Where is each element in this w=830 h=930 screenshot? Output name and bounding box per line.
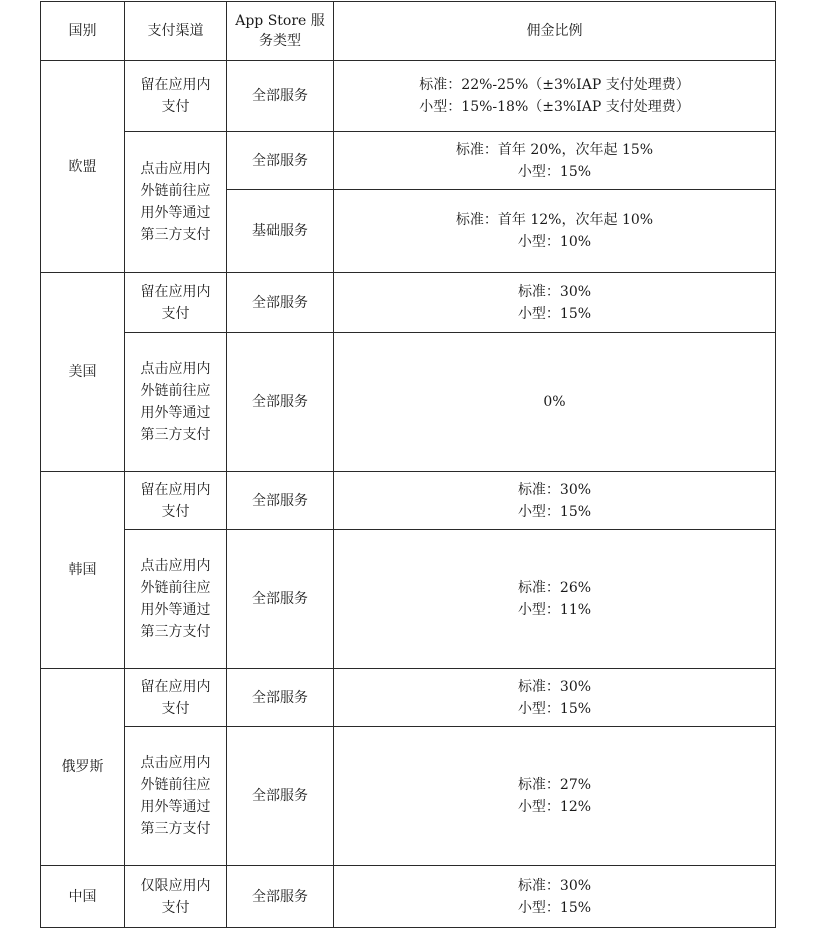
channel-line: 点击应用内: [140, 161, 211, 177]
channel-cell: [125, 61, 227, 132]
rate-cell: [334, 727, 776, 866]
table-row: [41, 61, 776, 132]
header-country: [41, 2, 125, 61]
rate-cell: [334, 132, 776, 190]
rate-line: 小型：15%-18%（±3%IAP 支付处理费）: [419, 99, 690, 115]
service-label: 全部服务: [252, 591, 308, 607]
service-label: 全部服务: [252, 152, 308, 169]
header-rate: [334, 2, 776, 61]
service-cell: [227, 727, 334, 866]
service-cell: [227, 530, 334, 669]
rate-line: 标准：22%-25%（±3%IAP 支付处理费）: [419, 77, 690, 93]
channel-line: 第三方支付: [140, 427, 211, 443]
service-cell: [227, 273, 334, 333]
header-channel-label: 支付渠道: [147, 23, 204, 39]
channel-line: 支付: [161, 305, 190, 322]
rate-cell: [334, 273, 776, 333]
rate-cell: [334, 190, 776, 273]
table-row: [41, 273, 776, 333]
rate-line: 小型：15%: [517, 700, 592, 717]
rate-line: 小型：15%: [517, 503, 592, 520]
rate-cell: [334, 472, 776, 530]
header-row: [41, 2, 776, 61]
rate-line: 小型：11%: [517, 602, 592, 618]
header-channel: [125, 2, 227, 61]
channel-line: 留在应用内: [140, 481, 211, 498]
channel-line: 外链前往应: [140, 777, 211, 793]
table-row: [41, 333, 776, 472]
country-cell: [41, 669, 125, 866]
rate-cell: [334, 333, 776, 472]
channel-cell: [125, 530, 227, 669]
table-row: [41, 472, 776, 530]
channel-cell: [125, 727, 227, 866]
channel-cell: [125, 273, 227, 333]
channel-line: 外链前往应: [140, 580, 211, 596]
rate-line: 小型：12%: [517, 799, 592, 815]
rate-line: 标准：首年 20%，次年起 15%: [455, 141, 654, 158]
rate-cell: [334, 669, 776, 727]
header-service-type-line: 务类型: [259, 33, 301, 49]
rate-line: 小型：15%: [517, 899, 592, 916]
channel-cell: [125, 132, 227, 273]
channel-cell: [125, 472, 227, 530]
country-cell: [41, 866, 125, 928]
channel-line: 支付: [161, 503, 190, 520]
header-rate-label: 佣金比例: [526, 23, 583, 39]
country-label: 俄罗斯: [61, 759, 104, 775]
country-label: 韩国: [68, 562, 97, 578]
channel-line: 外链前往应: [140, 183, 211, 199]
rate-cell: [334, 866, 776, 928]
service-cell: [227, 333, 334, 472]
country-cell: [41, 61, 125, 273]
header-service-type: [227, 2, 334, 61]
rate-line: 小型：15%: [517, 163, 592, 180]
channel-line: 留在应用内: [140, 678, 211, 695]
country-label: 中国: [68, 888, 97, 905]
channel-line: 用外等通过: [140, 405, 211, 421]
channel-line: 第三方支付: [140, 227, 211, 243]
channel-cell: [125, 333, 227, 472]
table-row: [41, 669, 776, 727]
rate-line: 标准：30%: [517, 877, 592, 894]
header-service-type-line: App Store 服: [235, 13, 325, 29]
channel-line: 支付: [161, 899, 190, 916]
service-cell: [227, 472, 334, 530]
service-label: 全部服务: [252, 788, 308, 804]
rate-line: 0%: [543, 394, 566, 410]
channel-line: 点击应用内: [140, 361, 211, 377]
channel-line: 第三方支付: [140, 624, 211, 640]
channel-line: 外链前往应: [140, 383, 211, 399]
channel-line: 支付: [161, 99, 190, 115]
service-label: 全部服务: [252, 888, 308, 905]
channel-line: 点击应用内: [140, 755, 211, 771]
rate-line: 小型：15%: [517, 305, 592, 322]
rate-line: 标准：27%: [517, 777, 592, 793]
table-row: [41, 132, 776, 190]
service-cell: [227, 866, 334, 928]
country-cell: [41, 273, 125, 472]
channel-line: 点击应用内: [140, 558, 211, 574]
service-label: 全部服务: [252, 294, 308, 311]
rate-line: 小型：10%: [517, 234, 592, 250]
channel-line: 支付: [161, 700, 190, 717]
channel-line: 用外等通过: [140, 602, 211, 618]
channel-line: 留在应用内: [140, 77, 211, 93]
service-label: 全部服务: [252, 394, 308, 410]
channel-line: 仅限应用内: [140, 877, 211, 894]
service-cell: [227, 132, 334, 190]
service-cell: [227, 669, 334, 727]
channel-line: 第三方支付: [140, 821, 211, 837]
country-label: 美国: [68, 364, 97, 380]
rate-line: 标准：首年 12%，次年起 10%: [455, 212, 654, 228]
rate-line: 标准：30%: [517, 481, 592, 498]
table-row: [41, 727, 776, 866]
rate-line: 标准：26%: [517, 580, 592, 596]
commission-table: [40, 1, 776, 928]
table-row: [41, 530, 776, 669]
service-label: 全部服务: [252, 492, 308, 509]
channel-line: 留在应用内: [140, 283, 211, 300]
rate-cell: [334, 530, 776, 669]
rate-line: 标准：30%: [517, 283, 592, 300]
header-country-label: 国别: [68, 23, 97, 39]
country-label: 欧盟: [68, 158, 97, 175]
service-label: 基础服务: [252, 223, 308, 239]
table-row: [41, 866, 776, 928]
channel-cell: [125, 669, 227, 727]
channel-line: 用外等通过: [140, 799, 211, 815]
service-cell: [227, 61, 334, 132]
service-label: 全部服务: [252, 88, 308, 104]
rate-line: 标准：30%: [517, 678, 592, 695]
channel-line: 用外等通过: [140, 205, 211, 221]
rate-cell: [334, 61, 776, 132]
channel-cell: [125, 866, 227, 928]
country-cell: [41, 472, 125, 669]
service-label: 全部服务: [252, 689, 308, 706]
service-cell: [227, 190, 334, 273]
